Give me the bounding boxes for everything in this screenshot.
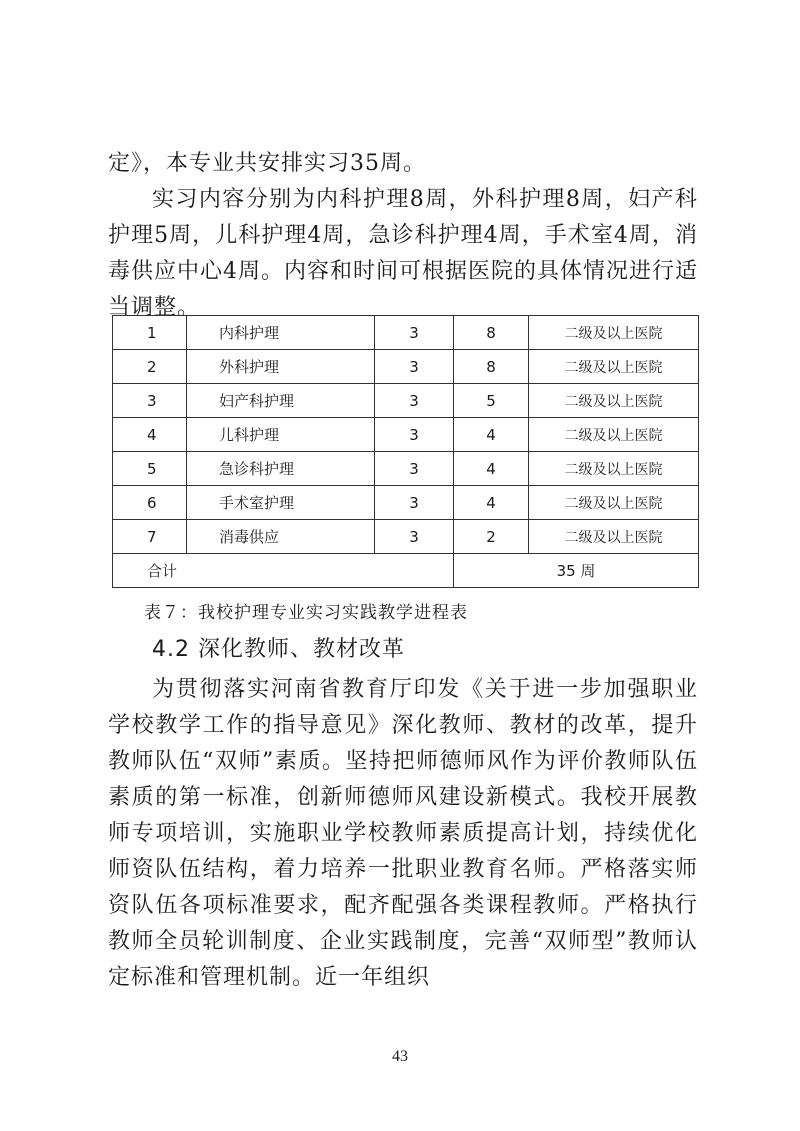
row-number-cell: 7 bbox=[113, 520, 187, 554]
table-row bbox=[113, 418, 699, 452]
table-total-row bbox=[113, 554, 699, 588]
row-number-cell: 3 bbox=[113, 384, 187, 418]
total-value: 35 周 bbox=[454, 554, 699, 588]
grade-level-cell: 3 bbox=[375, 452, 454, 486]
grade-level-cell: 3 bbox=[375, 520, 454, 554]
table-row bbox=[113, 350, 699, 384]
row-number-cell: 6 bbox=[113, 486, 187, 520]
row-number-cell: 4 bbox=[113, 418, 187, 452]
course-name-cell: 手术室护理 bbox=[187, 486, 375, 520]
course-name-cell: 外科护理 bbox=[187, 350, 375, 384]
row-number-cell: 1 bbox=[113, 316, 187, 350]
total-label: 合计 bbox=[113, 554, 454, 588]
grade-level-cell: 3 bbox=[375, 486, 454, 520]
course-name-cell: 消毒供应 bbox=[187, 520, 375, 554]
grade-level-cell: 3 bbox=[375, 384, 454, 418]
table-caption: 表７：我校护理专业实习实践教学进程表 bbox=[144, 603, 468, 623]
hospital-level-cell: 二级及以上医院 bbox=[529, 452, 699, 486]
grade-level-cell: 3 bbox=[375, 418, 454, 452]
paragraph-teacher-reform: 为贯彻落实河南省教育厅印发《关于进一步加强职业学校教学工作的指导意见》深化教师、教材的改革，提升教师队伍“双师”素质。坚持把师德师风作为评价教师队伍素质的第一标准，创新师德师风建设新模式。我校开展教师专项培训，实施职业学校教师素质提高计划，持续优化师资队伍结构，着力培养一批职业教育名师。严格落实师资队伍各项标准要求，配齐配强各类课程教师。严格执行教师全员轮训制度、企业实践制度，完善“双师型”教师认定标准和管理机制。近一年组织 bbox=[108, 677, 698, 990]
weeks-cell: 8 bbox=[454, 350, 529, 384]
hospital-level-cell: 二级及以上医院 bbox=[529, 350, 699, 384]
weeks-cell: 4 bbox=[454, 452, 529, 486]
weeks-cell: 5 bbox=[454, 384, 529, 418]
row-number-cell: 2 bbox=[113, 350, 187, 384]
weeks-cell: 2 bbox=[454, 520, 529, 554]
row-number-cell: 5 bbox=[113, 452, 187, 486]
paragraph-internship-content: 实习内容分别为内科护理8周，外科护理8周，妇产科护理5周，儿科护理4周，急诊科护理4周，手术室4周，消毒供应中心4周。内容和时间可根据医院的具体情况进行适当调整。 bbox=[108, 187, 698, 320]
weeks-cell: 4 bbox=[454, 486, 529, 520]
page-number: 43 bbox=[392, 1048, 408, 1065]
hospital-level-cell: 二级及以上医院 bbox=[529, 316, 699, 350]
weeks-cell: 8 bbox=[454, 316, 529, 350]
hospital-level-cell: 二级及以上医院 bbox=[529, 418, 699, 452]
hospital-level-cell: 二级及以上医院 bbox=[529, 486, 699, 520]
table-row bbox=[113, 452, 699, 486]
weeks-cell: 4 bbox=[454, 418, 529, 452]
grade-level-cell: 3 bbox=[375, 350, 454, 384]
internship-plan-table bbox=[112, 315, 699, 588]
course-name-cell: 妇产科护理 bbox=[187, 384, 375, 418]
course-name-cell: 内科护理 bbox=[187, 316, 375, 350]
course-name-cell: 儿科护理 bbox=[187, 418, 375, 452]
grade-level-cell: 3 bbox=[375, 316, 454, 350]
section-heading: 4.2 深化教师、教材改革 bbox=[152, 637, 405, 662]
table-row bbox=[113, 486, 699, 520]
hospital-level-cell: 二级及以上医院 bbox=[529, 520, 699, 554]
hospital-level-cell: 二级及以上医院 bbox=[529, 384, 699, 418]
course-name-cell: 急诊科护理 bbox=[187, 452, 375, 486]
table-row bbox=[113, 520, 699, 554]
table-row bbox=[113, 384, 699, 418]
table-row bbox=[113, 316, 699, 350]
paragraph-continuation: 定》，本专业共安排实习35周。 bbox=[108, 151, 426, 176]
